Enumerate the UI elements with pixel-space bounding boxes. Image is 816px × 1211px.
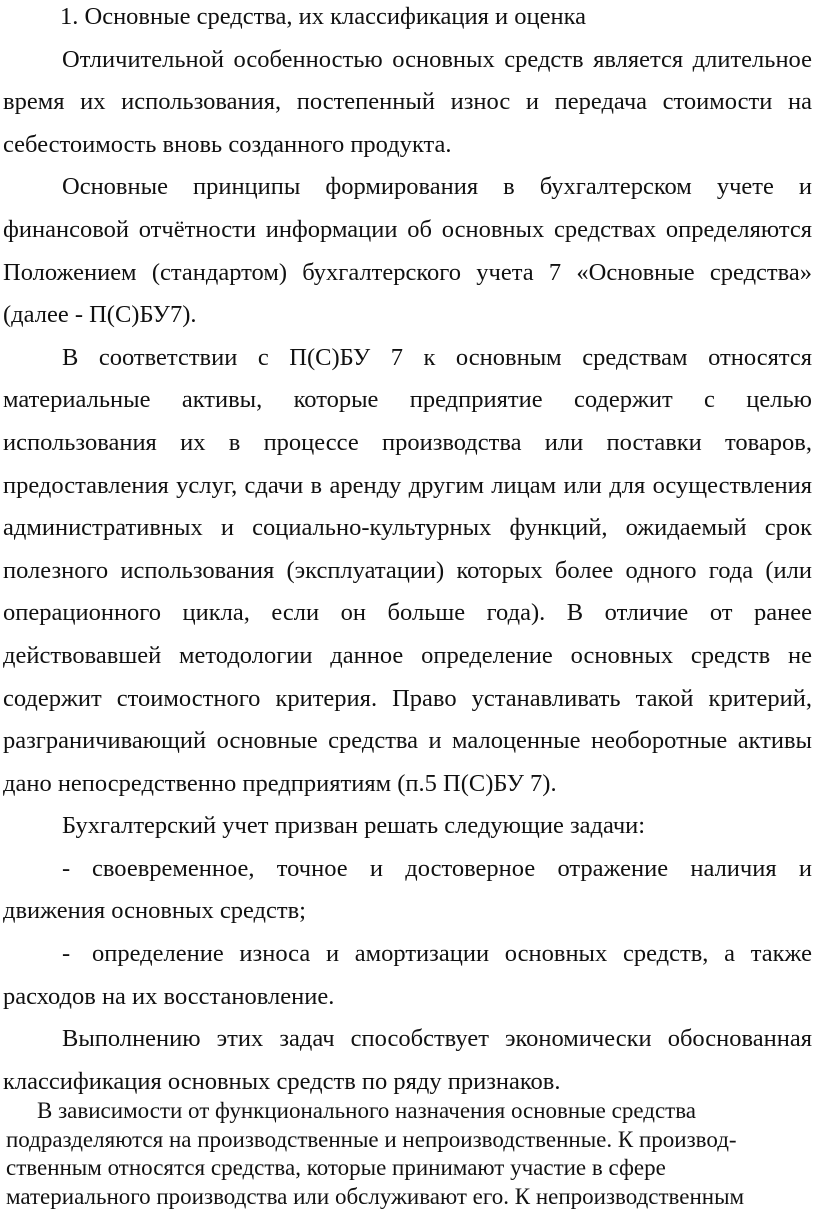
secondary-line: подразделяются на производственные и непроизводственные. К производ- — [6, 1126, 786, 1155]
paragraph-definition: В соответствии с П(С)БУ 7 к основным средствам относятся материальные активы, которые предприятие содержит с целью использования их в процессе производства или поставки товаров, предоставления услуг, сдачи в аренду другим лицам или для осуществления административных и социально-культурных функций, ожидаемый срок полезного использования (эксплуатации) которых более одного года (или операционного цикла, если он больше года). В отличие от ранее действовавшей методологии данное определение основных средств не содержит стоимостного критерия. Право устанавливать такой критерий, разграничивающий основные средства и малоценные необоротные активы дано непосредственно предприятиям (п.5 П(С)БУ 7). — [3, 337, 812, 806]
paragraph-tasks-intro: Бухгалтерский учет призван решать следующие задачи: — [3, 805, 812, 848]
secondary-text-block — [6, 1097, 786, 1211]
section-heading: 1. Основные средства, их классификация и оценка — [3, 0, 812, 39]
paragraph-closing: Выполнению этих задач способствует экономически обоснованная классификация основных средств по ряду признаков. — [3, 1018, 812, 1103]
secondary-line: материального производства или обслуживают его. К непроизводственным — [6, 1183, 786, 1211]
list-dash-marker: - — [62, 848, 92, 891]
list-dash-marker: - — [62, 933, 92, 976]
secondary-line: В зависимости от функционального назначения основные средства — [6, 1097, 786, 1126]
paragraph-intro: Отличительной особенностью основных средств является длительное время их использования, постепенный износ и передача стоимости на себестоимость вновь созданного продукта. — [3, 39, 812, 167]
paragraph-principles: Основные принципы формирования в бухгалтерском учете и финансовой отчётности информации об основных средствах определяются Положением (стандартом) бухгалтерского учета 7 «Основные средства» (далее - П(С)БУ7). — [3, 166, 812, 336]
list-item-text: своевременное, точное и достоверное отражение наличия и движения основных средств; — [3, 855, 812, 925]
list-item — [3, 933, 812, 1018]
list-item-text: определение износа и амортизации основных средств, а также расходов на их восстановление. — [3, 940, 812, 1010]
main-text-block — [3, 0, 812, 1103]
list-item — [3, 848, 812, 933]
secondary-line: ственным относятся средства, которые принимают участие в сфере — [6, 1154, 786, 1183]
